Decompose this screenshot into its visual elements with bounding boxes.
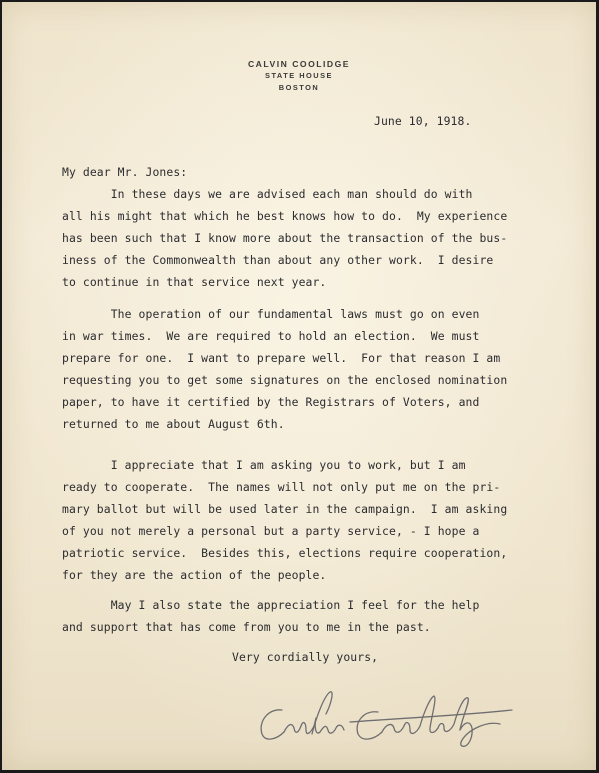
body-line: of you not merely a personal but a party service, - I hope a [62, 524, 480, 538]
letter-date: June 10, 1918. [374, 114, 472, 128]
letterhead [2, 59, 596, 94]
body-line: requesting you to get some signatures on the enclosed nomination [62, 373, 508, 387]
body-line: The operation of our fundamental laws must go on even [62, 307, 480, 321]
letterhead-line-1: STATE HOUSE [265, 71, 333, 80]
body-line: May I also state the appreciation I feel for the help [62, 598, 480, 612]
closing: Very cordially yours, [232, 650, 379, 664]
body-line: in war times. We are required to hold an election. We must [62, 329, 480, 343]
letter-page [2, 2, 596, 770]
body-line: prepare for one. I want to prepare well. For that reason I am [62, 351, 501, 365]
body-line: iness of the Commonwealth than about any other work. I desire [62, 253, 494, 267]
body-line: paper, to have it certified by the Registrars of Voters, and [62, 395, 480, 409]
salutation: My dear Mr. Jones: [62, 165, 188, 179]
body-line: has been such that I know more about the transaction of the bus- [62, 231, 508, 245]
letterhead-line-2: BOSTON [278, 83, 320, 92]
body-line: returned to me about August 6th. [62, 417, 285, 431]
signature [254, 688, 524, 752]
body-line: for they are the action of the people. [62, 568, 327, 582]
body-line: to continue in that service next year. [62, 275, 327, 289]
body-line: I appreciate that I am asking you to work, but I am [62, 458, 466, 472]
letterhead-name: CALVIN COOLIDGE [247, 59, 351, 69]
body-line: In these days we are advised each man should do with [62, 187, 473, 201]
body-line: all his might that which he best knows how to do. My experience [62, 209, 508, 223]
body-line: ready to cooperate. The names will not only put me on the pri- [62, 480, 501, 494]
body-line: patriotic service. Besides this, elections require cooperation, [62, 546, 508, 560]
body-line: and support that has come from you to me in the past. [62, 620, 431, 634]
body-line: mary ballot but will be used later in the campaign. I am asking [62, 502, 508, 516]
